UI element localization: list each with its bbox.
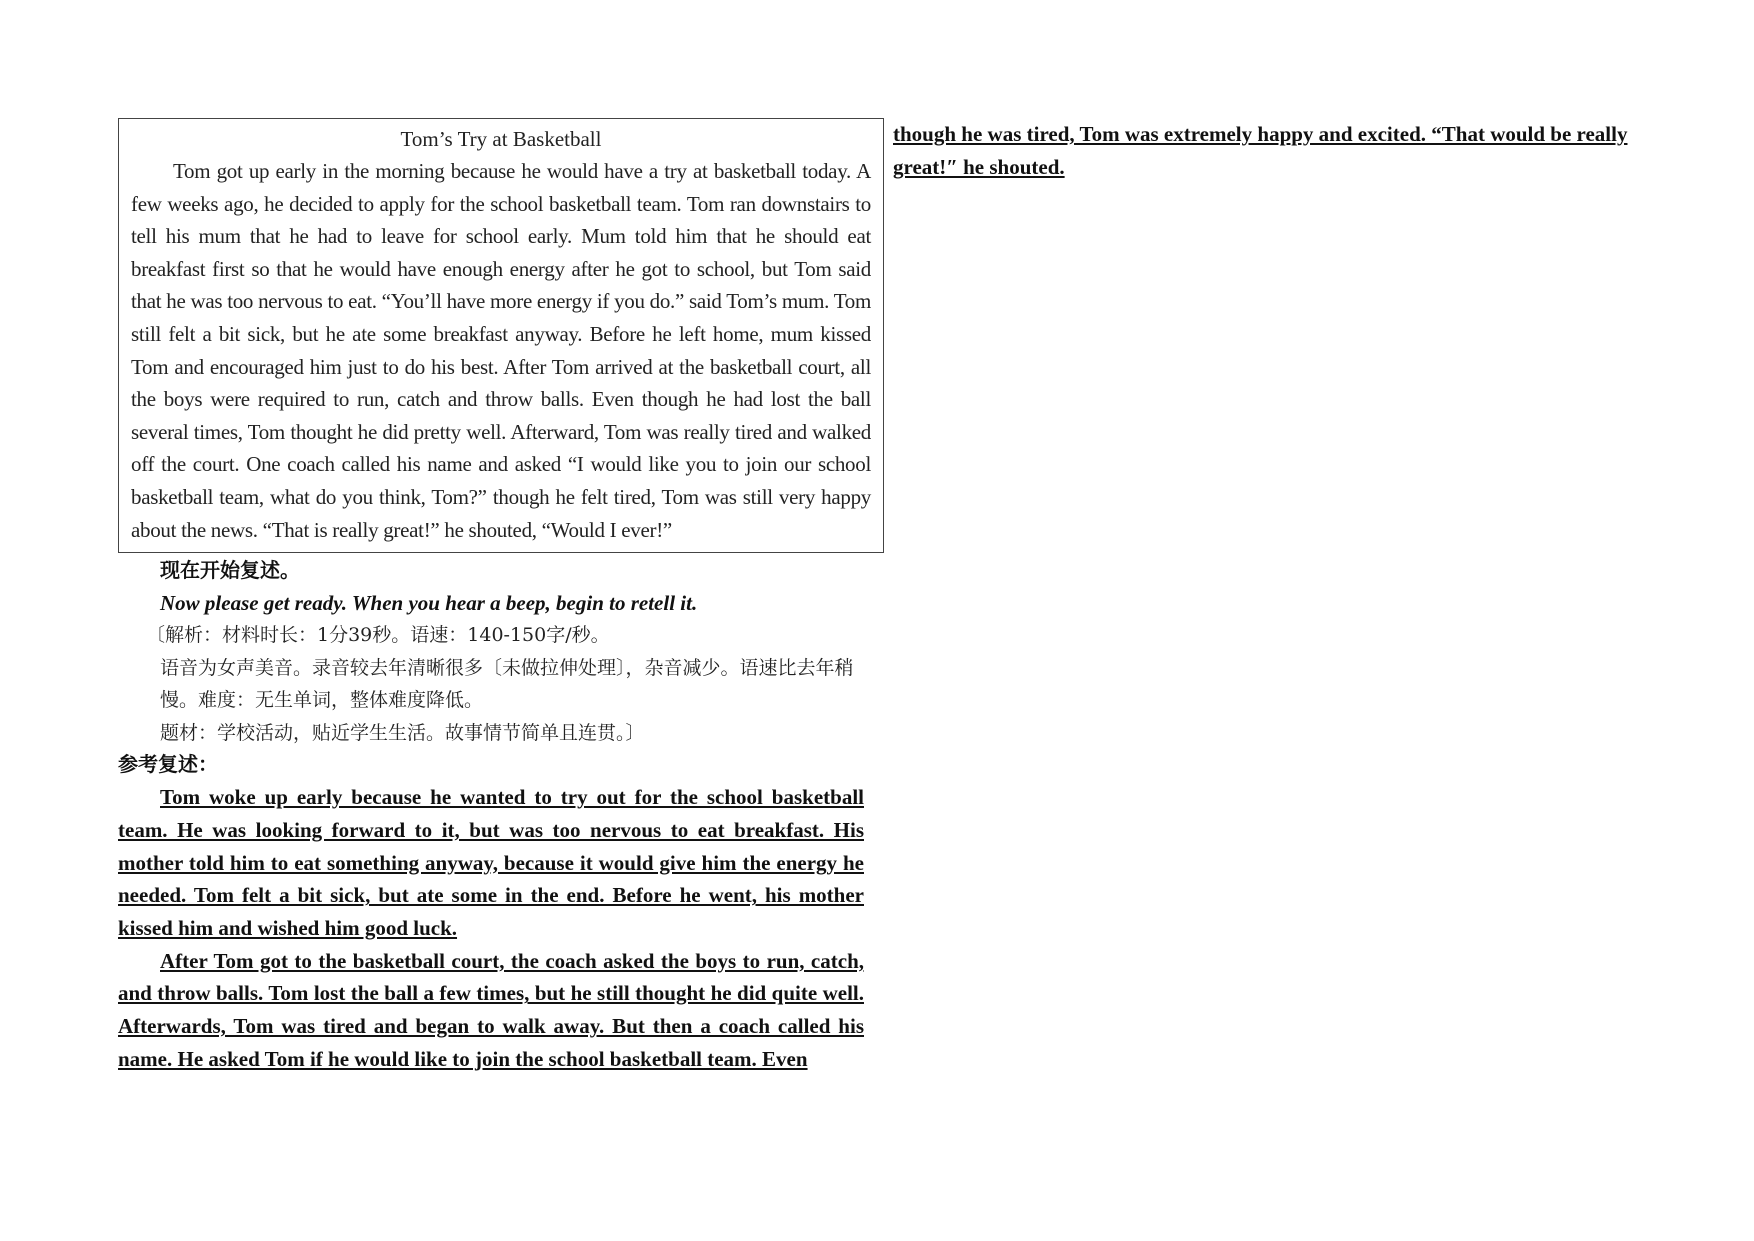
analysis-line-1: 〔解析：材料时长：1分39秒。语速：140-150字/秒。 (146, 624, 610, 647)
story-text: Tom got up early in the morning because he would have a try at basketball today. A few weeks ago, he decided to apply for the school basketball team. Tom ran downstairs to tell his mum that he had to leave for school early. Mum told him that he should eat breakfast first so that he would have enough energy after he got to school, but Tom said that he was too nervous to eat. “You’ll have more energy if you do.” said Tom’s mum. Tom still felt a bit sick, but he ate some breakfast anyway. Before he left home, mum kissed Tom and encouraged him just to do his best. After Tom arrived at the basketball court, all the boys were required to run, catch and throw balls. Even though he had lost the ball several times, Tom thought he did pretty well. Afterward, Tom was really tired and walked off the court. One coach called his name and asked “I would like you to join our school basketball team, what do you think, Tom?” though he felt tired, Tom was still very happy about the news. “That is really great!” he shouted, “Would I ever!” (131, 159, 871, 542)
left-column (118, 118, 883, 1075)
right-column (893, 118, 1638, 183)
reference-paragraph-2: After Tom got to the basketball court, the coach asked the boys to run, catch, and throw balls. Tom lost the ball a few times, but he still thought he did quite well. Afterwards, Tom was tired and began to walk away. But then a coach called his name. He asked Tom if he would like to join the school basketball team. Even (118, 948, 864, 1071)
reference-paragraph-1: Tom woke up early because he wanted to try out for the school basketball team. He was looking forward to it, but was too nervous to eat breakfast. His mother told him to eat something anyway, because it would give him the energy he needed. Tom felt a bit sick, but ate some in the end. Before he went, his mother kissed him and wished him good luck. (118, 785, 864, 940)
reference-paragraph-2-continued: though he was tired, Tom was extremely happy and excited. “That would be really great!″ he shouted. (893, 122, 1628, 179)
reference-label: 参考复述： (118, 754, 218, 777)
analysis-line-3: 题材：学校活动，贴近学生生活。故事情节简单且连贯。〕 (160, 721, 645, 744)
analysis-line-2: 语音为女声美音。录音较去年清晰很多〔未做拉伸处理〕，杂音减少。语速比去年稍慢。难度：无生单词，整体难度降低。 (160, 656, 854, 712)
story-title: Tom’s Try at Basketball (400, 127, 602, 151)
story-box (118, 118, 884, 553)
retell-instruction: Now please get ready. When you hear a beep, begin to retell it. (160, 591, 698, 616)
analysis-note (118, 619, 883, 749)
start-prompt: 现在开始复述。 (160, 560, 300, 583)
